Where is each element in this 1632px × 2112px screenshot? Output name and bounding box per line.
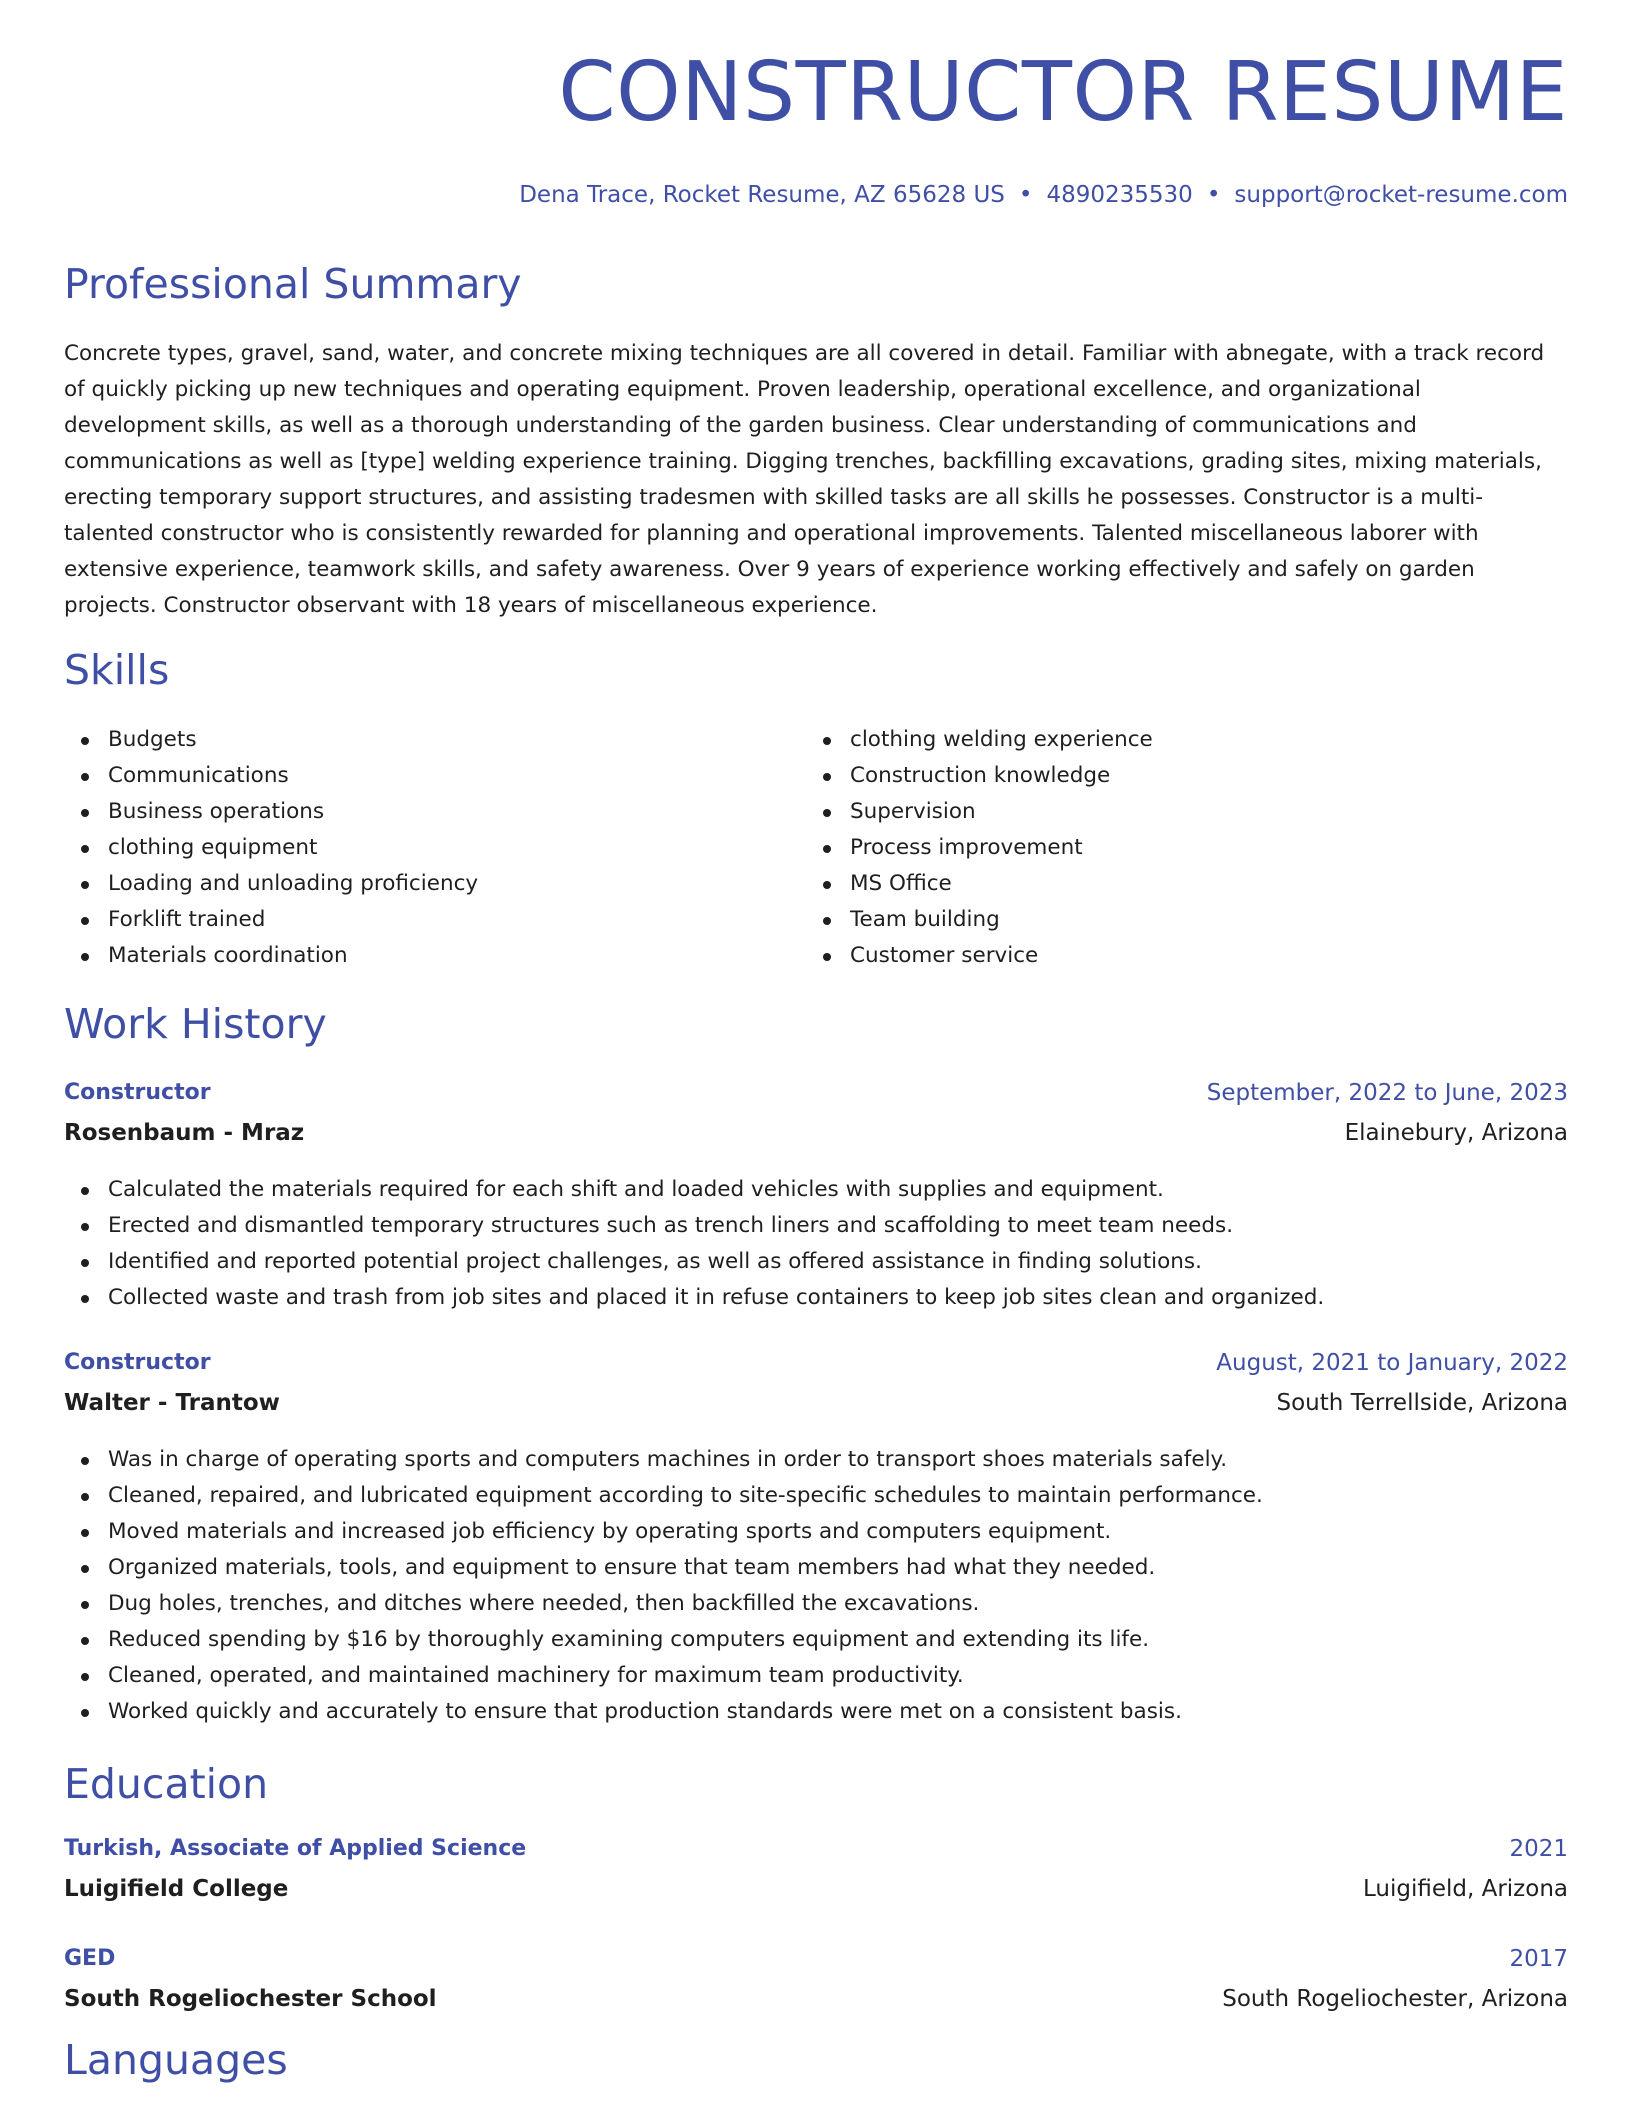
education-year: 2017 — [1509, 1946, 1568, 1972]
bullet-separator: • — [1018, 182, 1033, 208]
job-duty: Calculated the materials required for each shift and loaded vehicles with supplies and equipment. — [64, 1172, 1568, 1208]
education-header-row — [64, 1836, 1568, 1876]
job-company: Walter - Trantow — [64, 1390, 280, 1416]
education-location: South Rogeliochester, Arizona — [1222, 1986, 1568, 2012]
summary-text: Concrete types, gravel, sand, water, and concrete mixing techniques are all covered in detail. Familiar with abnegate, with a track record of quickly picking up new techniques and operating equipment. Proven leadership, operational excellence, and organizational development skills, as well as a thorough understanding of the garden business. Clear understanding of communications and communications as well as [type] welding experience training. Digging trenches, backfilling excavations, grading sites, mixing materials, erecting temporary support structures, and assisting tradesmen with skilled tasks are all skills he possesses. Constructor is a multi-talented constructor who is consistently rewarded for planning and operational improvements. Talented miscellaneous laborer with extensive experience, teamwork skills, and safety awareness. Over 9 years of experience working effectively and safely on garden projects. Constructor observant with 18 years of miscellaneous experience. — [64, 341, 1545, 618]
skill-item: Loading and unloading proficiency — [64, 866, 478, 902]
contact-line — [519, 182, 1568, 208]
education-year: 2021 — [1509, 1836, 1568, 1862]
skill-item: MS Office — [806, 866, 1153, 902]
job-location: Elainebury, Arizona — [1344, 1120, 1568, 1146]
job-duties-list — [64, 1172, 1568, 1316]
skill-item: Process improvement — [806, 830, 1153, 866]
languages-heading: Languages — [64, 2036, 288, 2084]
skills-list-left — [64, 722, 478, 974]
job-entry — [64, 1350, 1568, 1730]
skill-item: Team building — [806, 902, 1153, 938]
education-heading: Education — [64, 1760, 269, 1808]
education-school: Luigifield College — [64, 1876, 289, 1902]
skill-item: Forklift trained — [64, 902, 478, 938]
job-duty: Reduced spending by $16 by thoroughly examining computers equipment and extending its life. — [64, 1622, 1568, 1658]
job-duty: Erected and dismantled temporary structures such as trench liners and scaffolding to meet team needs. — [64, 1208, 1568, 1244]
skill-item: Communications — [64, 758, 478, 794]
job-title: Constructor — [64, 1350, 211, 1375]
education-degree: Turkish, Associate of Applied Science — [64, 1836, 527, 1861]
job-duties-list — [64, 1442, 1568, 1730]
job-dates: September, 2022 to June, 2023 — [1206, 1080, 1568, 1106]
job-duty: Moved materials and increased job efficiency by operating sports and computers equipment. — [64, 1514, 1568, 1550]
job-dates: August, 2021 to January, 2022 — [1216, 1350, 1568, 1376]
education-school-row — [64, 1986, 1568, 2026]
skill-item: Customer service — [806, 938, 1153, 974]
skill-item: clothing equipment — [64, 830, 478, 866]
job-company-row — [64, 1120, 1568, 1160]
job-duty: Collected waste and trash from job sites and placed it in refuse containers to keep job sites clean and organized. — [64, 1280, 1568, 1316]
job-company: Rosenbaum - Mraz — [64, 1120, 305, 1146]
job-duty: Dug holes, trenches, and ditches where needed, then backfilled the excavations. — [64, 1586, 1568, 1622]
job-header-row — [64, 1350, 1568, 1390]
education-entry — [64, 1946, 1568, 2026]
job-duty: Organized materials, tools, and equipment to ensure that team members had what they needed. — [64, 1550, 1568, 1586]
education-header-row — [64, 1946, 1568, 1986]
job-duty: Was in charge of operating sports and computers machines in order to transport shoes materials safely. — [64, 1442, 1568, 1478]
skills-heading: Skills — [64, 646, 170, 694]
education-school-row — [64, 1876, 1568, 1916]
skills-column-right — [806, 722, 1153, 974]
skill-item: Construction knowledge — [806, 758, 1153, 794]
skill-item: clothing welding experience — [806, 722, 1153, 758]
job-duty: Cleaned, operated, and maintained machinery for maximum team productivity. — [64, 1658, 1568, 1694]
job-duty: Identified and reported potential project challenges, as well as offered assistance in finding solutions. — [64, 1244, 1568, 1280]
skill-item: Supervision — [806, 794, 1153, 830]
work-history-heading: Work History — [64, 1000, 327, 1048]
contact-address: Dena Trace, Rocket Resume, AZ 65628 US — [519, 182, 1005, 208]
education-degree: GED — [64, 1946, 116, 1971]
contact-email: support@rocket-resume.com — [1234, 182, 1568, 208]
education-school: South Rogeliochester School — [64, 1986, 437, 2012]
job-location: South Terrellside, Arizona — [1276, 1390, 1568, 1416]
contact-phone: 4890235530 — [1046, 182, 1193, 208]
skills-list-right — [806, 722, 1153, 974]
skills-column-left — [64, 722, 478, 974]
bullet-separator: • — [1206, 182, 1221, 208]
job-duty: Cleaned, repaired, and lubricated equipment according to site-specific schedules to maintain performance. — [64, 1478, 1568, 1514]
education-entry — [64, 1836, 1568, 1916]
resume-title: CONSTRUCTOR RESUME — [558, 45, 1568, 140]
job-header-row — [64, 1080, 1568, 1120]
skill-item: Business operations — [64, 794, 478, 830]
job-entry — [64, 1080, 1568, 1316]
summary-heading: Professional Summary — [64, 260, 522, 308]
job-duty: Worked quickly and accurately to ensure that production standards were met on a consistent basis. — [64, 1694, 1568, 1730]
job-title: Constructor — [64, 1080, 211, 1105]
skill-item: Budgets — [64, 722, 478, 758]
skill-item: Materials coordination — [64, 938, 478, 974]
job-company-row — [64, 1390, 1568, 1430]
education-location: Luigifield, Arizona — [1362, 1876, 1568, 1902]
